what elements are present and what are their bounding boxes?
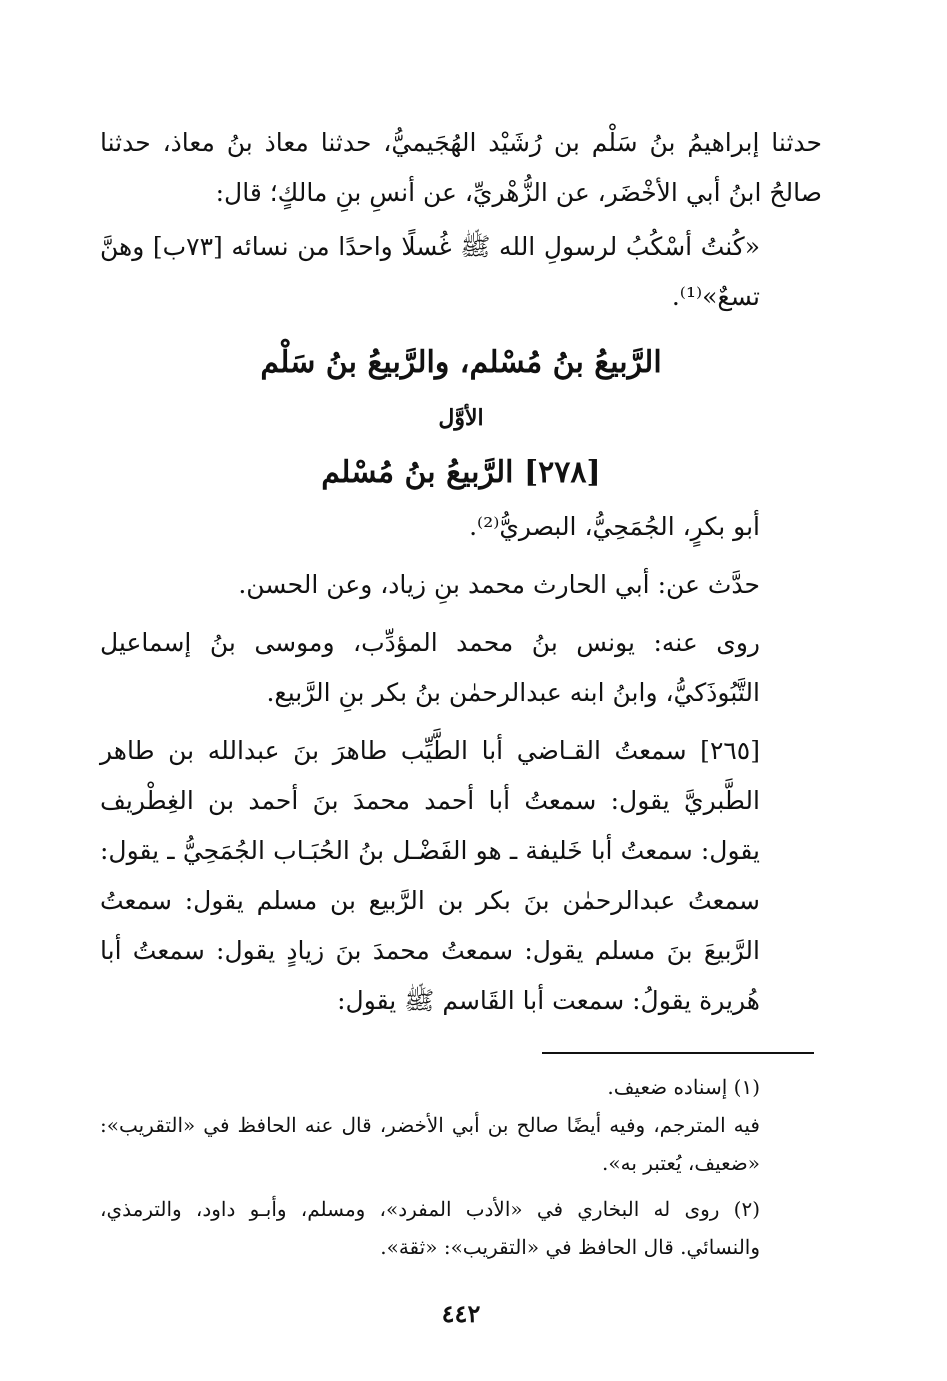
section-heading: الرَّبيعُ بنُ مُسْلم، والرَّبيعُ بنُ سَلْم — [260, 345, 662, 380]
hadith-chain-paragraph: حدثنا إبراهيمُ بنُ سَلْم بن رُشَيْد الهُجَيميُّ، حدثنا معاذ بنُ معاذ، حدثنا صالحُ ابنُ أبي الأخْضَر، عن الزُّهْريِّ، عن أنسِ بنِ مالكٍ؛ قال: — [100, 128, 822, 207]
entry-heading: [٢٧٨] الرَّبيعُ بنُ مُسْلم — [321, 455, 601, 490]
kunya-paragraph: أبو بكرٍ، الجُمَحِيُّ، البصريُّ⁽²⁾. — [469, 512, 760, 541]
footnote-separator — [542, 1052, 814, 1054]
footnote-1-detail: فيه المترجم، وفيه أيضًا صالح بن أبي الأخضر، قال عنه الحافظ في «التقريب»: «ضعيف، يُعتبر به». — [100, 1113, 760, 1175]
hadith-265-paragraph: [٢٦٥] سمعتُ القـاضي أبا الطَّيِّب طاهرَ بنَ عبدالله بن طاهر الطَّبريَّ يقول: سمعتُ أبا أحمد محمدَ بنَ أحمد بن الغِطْريف يقول: سمعتُ أبا خَليفة ـ هو الفَضْـل بنُ الحُبَـاب الجُمَحِيُّ ـ يقول: سمعتُ عبدالرحمٰن بنَ بكر بن الرَّبيع بن مسلم يقول: سمعتُ الرَّبيعَ بنَ مسلم يقول: سمعتُ محمدَ بنَ زيادٍ يقول: سمعتُ أبا هُريرة يقولُ: سمعت أبا القَاسم ﷺ يقول: — [100, 736, 760, 1015]
narrators-paragraph: روى عنه: يونس بنُ محمد المؤدِّب، وموسى بنُ إسماعيل التَّبُوذَكيُّ، وابنُ ابنه عبدالرحمٰن بنُ بكر بنِ الرَّبيع. — [100, 628, 760, 707]
footnote-1: (١) إسناده ضعيف. — [607, 1075, 760, 1099]
hadith-text-paragraph: «كُنتُ أسْكُبُ لرسولِ الله ﷺ غُسلًا واحدًا من نسائه [٧٣ب] وهنَّ تسعٌ»⁽¹⁾. — [100, 232, 760, 311]
section-subheading: الأوَّل — [438, 405, 484, 431]
book-page — [100, 118, 822, 1334]
page-number: ٤٤٢ — [441, 1299, 481, 1328]
narrated-from-paragraph: حدَّث عن: أبي الحارث محمد بنِ زياد، وعن الحسن. — [238, 570, 760, 599]
footnote-2: (٢) روى له البخاري في «الأدب المفرد»، ومسلم، وأبـو داود، والترمذي، والنسائي. قال الحافظ في «التقريب»: «ثقة». — [100, 1197, 760, 1259]
footnotes — [100, 1068, 822, 1266]
